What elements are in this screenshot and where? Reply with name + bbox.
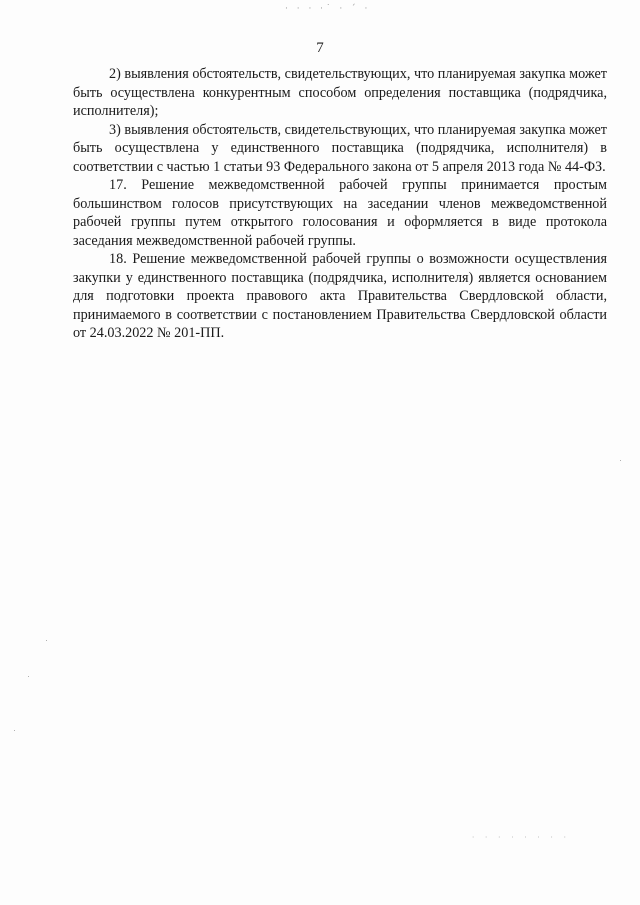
scan-speck <box>46 640 47 641</box>
paragraph-item-2: 2) выявления обстоятельств, свидетельствующих, что планируемая закупка может быть осуществлена конкурентным способом определения поставщика (подрядчика, исполнителя); <box>73 66 607 119</box>
scan-artifact: · · · ·˙ · ´ · <box>285 4 371 14</box>
paragraph-clause-17: 17. Решение межведомственной рабочей группы принимается простым большинством голосов присутствующих на заседании членов межведомственной рабочей группы путем открытого голосования и оформляется в виде протокола заседания межведомственной рабочей группы. <box>73 177 607 249</box>
scan-artifact-footer: · · · · · · · · <box>471 833 570 842</box>
scan-speck <box>28 676 29 677</box>
page-number: 7 <box>316 40 324 56</box>
scan-speck <box>620 460 621 461</box>
paragraph-clause-18: 18. Решение межведомственной рабочей группы о возможности осуществления закупки у единственного поставщика (подрядчика, исполнителя) является основанием для подготовки проекта правового акта Правительства Свердловской области, принимаемого в соответствии с постановлением Правительства Свердловской области от 24.03.2022 № 201-ПП. <box>73 251 607 341</box>
scan-speck <box>14 730 15 731</box>
document-body <box>73 65 607 343</box>
paragraph-item-3: 3) выявления обстоятельств, свидетельствующих, что планируемая закупка может быть осуществлена у единственного поставщика (подрядчика, исполнителя) в соответствии с частью 1 статьи 93 Федерального закона от 5 апреля 2013 года № 44-ФЗ. <box>73 121 607 175</box>
